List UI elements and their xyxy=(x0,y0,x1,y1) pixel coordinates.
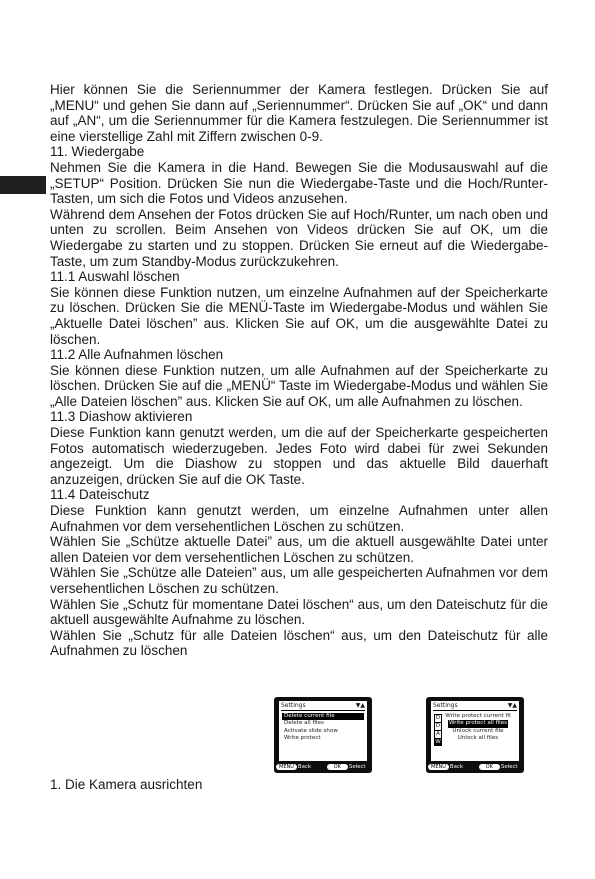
back-label: Back xyxy=(297,764,311,770)
screen-title-bar xyxy=(433,702,517,711)
paragraph-playback-intro: Nehmen Sie die Kamera in die Hand. Bewegen Sie die Modusauswahl auf die „SETUP“ Position. Drücken Sie nun die Wiedergabe-Taste und die Hoch/Runter-Tasten, um sich die Fotos und Videos anzusehen. xyxy=(50,159,548,207)
screen-title-bar xyxy=(281,702,365,711)
ok-key-label: OK xyxy=(479,764,500,770)
screen-footer xyxy=(428,763,522,771)
heading-delete-selection: 11.1 Auswahl löschen xyxy=(50,269,180,285)
screen-title: Settings xyxy=(281,702,306,709)
bg-initial: W xyxy=(435,739,441,745)
menu-item-protect-all[interactable]: Write protect all files xyxy=(448,720,508,727)
paragraph-delete-selection: Sie können diese Funktion nutzen, um einzelne Aufnahmen auf der Speicherkarte zu löschen. Drücken Sie die MENÜ-Taste im Wiedergabe-Modus und wählen Sie „Aktuelle Datei löschen” aus. Klicken Sie auf OK, um die ausgewählte Datei zu löschen. xyxy=(50,284,548,347)
menu-key-label: MENU xyxy=(428,764,449,770)
paragraph-playback-scroll: Während dem Ansehen der Fotos drücken Sie auf Hoch/Runter, um nach oben und unten zu scrollen. Beim Ansehen von Videos drücken Sie auf OK, um die Wiedergabe zu starten und zu stoppen. Drücken Sie erneut auf die Wiedergabe-Taste, um zum Standby-Modus zurückzukehren. xyxy=(50,206,548,269)
write-protect-submenu xyxy=(442,713,514,743)
paragraph-protect-all: Wählen Sie „Schütze alle Dateien” aus, um alle gespeicherten Aufnahmen vor dem versehentlichen Löschen zu schützen. xyxy=(50,565,548,596)
menu-item-delete-current[interactable]: Delete current file xyxy=(282,713,364,720)
scroll-arrows-icon: ▼▲ xyxy=(507,702,517,709)
heading-file-protection: 11.4 Dateischutz xyxy=(50,487,150,503)
back-label: Back xyxy=(449,764,463,770)
menu-item-unlock-all[interactable]: Unlock all files xyxy=(457,735,499,742)
heading-playback: 11. Wiedergabe xyxy=(50,144,145,160)
scroll-arrows-icon: ▼▲ xyxy=(355,702,365,709)
screen-title: Settings xyxy=(433,702,458,709)
menu-key-label: MENU xyxy=(276,764,297,770)
bg-initial: D xyxy=(435,715,441,721)
heading-slideshow: 11.3 Diashow aktivieren xyxy=(50,409,193,425)
section-tab-marker xyxy=(0,176,46,194)
screen-footer xyxy=(276,763,370,771)
menu-item-delete-all[interactable]: Delete all files xyxy=(284,720,324,727)
camera-display xyxy=(431,701,519,761)
section-caption: 1. Die Kamera ausrichten xyxy=(50,777,203,792)
background-menu-initials xyxy=(434,714,442,746)
paragraph-unprotect-all: Wählen Sie „Schutz für alle Dateien löschen“ aus, um den Dateischutz für alle Aufnahmen zu löschen xyxy=(50,627,548,659)
paragraph-slideshow: Diese Funktion kann genutzt werden, um die auf der Speicherkarte gespeicherten Fotos automatisch wiederzugeben. Jedes Foto wird dabei für zwei Sekunden angezeigt. Um die Diashow zu stoppen und das aktuelle Bild dauerhaft anzuzeigen, drücken Sie auf die OK Taste. xyxy=(50,425,548,487)
camera-screen-settings-menu xyxy=(274,697,372,773)
select-label: Select xyxy=(348,764,366,770)
paragraph-unprotect-current: Wählen Sie „Schutz für momentane Datei löschen“ aus, um den Dateischutz für die aktuell ausgewählte Aufnahme zu löschen. xyxy=(50,596,548,628)
camera-screen-write-protect-submenu xyxy=(426,697,524,773)
bg-initial: A xyxy=(434,730,442,738)
menu-item-unlock-current[interactable]: Unlock current file xyxy=(452,727,504,734)
menu-item-slideshow[interactable]: Activate slide show xyxy=(284,727,338,734)
paragraph-protection-intro: Diese Funktion kann genutzt werden, um einzelne Aufnahmen unter allen Aufnahmen vor dem versehentlichen Löschen zu schützen. xyxy=(50,503,548,534)
heading-delete-all: 11.2 Alle Aufnahmen löschen xyxy=(50,347,224,363)
paragraph-serial-number: Hier können Sie die Seriennummer der Kamera festlegen. Drücken Sie auf „MENU“ und gehen Sie dann auf „Seriennummer“. Drücken Sie auf „OK“ und dann auf „AN“, um die Seriennummer für die Kamera festzulegen. Die Seriennummer ist eine vierstellige Zahl mit Ziffern zwischen 0-9. xyxy=(50,82,548,144)
paragraph-protect-current: Wählen Sie „Schütze aktuelle Datei” aus, um die aktuell ausgewählte Datei unter allen Dateien vor dem versehentlichen Löschen zu schützen. xyxy=(50,534,548,565)
settings-menu xyxy=(282,713,364,743)
menu-item-protect-current[interactable]: Write protect current fil xyxy=(445,713,511,719)
bg-initial: D xyxy=(435,723,441,729)
select-label: Select xyxy=(500,764,518,770)
manual-text xyxy=(50,82,548,659)
ok-key-label: OK xyxy=(327,764,348,770)
paragraph-delete-all: Sie können diese Funktion nutzen, um alle Aufnahmen auf der Speicherkarte zu löschen. Drücken Sie auf die „MENÜ“ Taste im Wiedergabe-Modus und wählen Sie „Alle Dateien löschen” aus. Klicken Sie auf OK, um alle Aufnahmen zu löschen. xyxy=(50,362,548,409)
menu-item-write-protect[interactable]: Write protect xyxy=(284,735,321,742)
camera-display xyxy=(279,701,367,761)
